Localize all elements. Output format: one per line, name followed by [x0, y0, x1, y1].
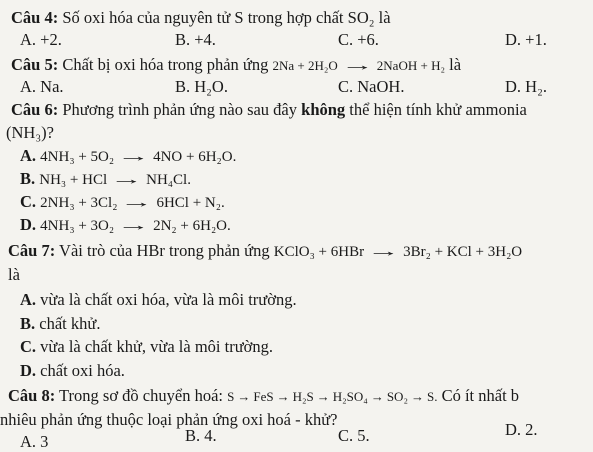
question-7 — [8, 241, 522, 262]
question-4-title: Câu 4: — [11, 8, 59, 27]
q7-option-a-text: vừa là chất oxi hóa, vừa là môi trường. — [40, 290, 297, 309]
q6-option-b-right: NH₄Cl. — [146, 172, 191, 188]
q8-option-b[interactable]: B. 4. — [185, 426, 217, 445]
q5-option-b[interactable]: B. H₂O. — [175, 77, 228, 96]
q7-equation-left: KClO₃ + 6HBr — [273, 244, 365, 260]
q7-option-c-label: C. — [20, 337, 37, 356]
arrow-right-icon: → — [370, 389, 384, 404]
question-4-text: Số oxi hóa của nguyên tử S trong hợp chất SO₂ là — [62, 8, 391, 27]
question-6-title: Câu 6: — [11, 100, 59, 119]
q6-option-b-left: NH₃ + HCl — [39, 172, 108, 188]
q7-option-a-label: A. — [20, 290, 37, 309]
q6-option-d-right: 2N₂ + 6H₂O. — [153, 218, 231, 234]
question-8 — [8, 386, 519, 407]
q8-chain-s1: S — [227, 389, 235, 404]
q6-option-a[interactable] — [20, 146, 236, 167]
q8-chain-fes: FeS — [253, 389, 274, 404]
question-6 — [11, 100, 527, 120]
q7-option-b-text: chất khử. — [39, 314, 101, 333]
q7-option-a[interactable] — [20, 290, 297, 310]
question-6-text-1: Phương trình phản ứng nào sau đây — [62, 100, 298, 119]
question-8-text: Trong sơ đồ chuyển hoá: — [59, 386, 223, 405]
q5-option-d[interactable]: D. H₂. — [505, 77, 547, 96]
question-7-text: Vài trò của HBr trong phản ứng — [59, 241, 270, 260]
reaction-arrow-icon: → — [340, 58, 374, 74]
q7-option-c[interactable] — [20, 337, 273, 357]
q6-option-c-label: C. — [20, 192, 37, 211]
question-8-tail: Có ít nhất b — [441, 386, 520, 405]
q6-option-d[interactable] — [20, 215, 231, 236]
q8-chain-so2: SO₂ — [386, 389, 408, 404]
q6-option-c-left: 2NH₃ + 3Cl₂ — [40, 195, 118, 211]
reaction-arrow-icon: → — [117, 218, 151, 234]
arrow-right-icon: → — [276, 389, 290, 404]
question-6-text-2: thể hiện tính khử ammonia — [349, 100, 527, 119]
question-8-line-2: nhiêu phản ứng thuộc loại phản ứng oxi hoá - khử? — [0, 410, 338, 429]
question-6-line-2: (NH₃)? — [6, 123, 54, 142]
q7-option-d-text: chất oxi hóa. — [40, 361, 125, 380]
q6-option-c[interactable] — [20, 192, 225, 213]
q6-option-d-left: 4NH₃ + 3O₂ — [40, 218, 115, 234]
question-5 — [11, 55, 461, 76]
question-8-title: Câu 8: — [8, 386, 56, 405]
q4-option-b[interactable]: B. +4. — [175, 30, 216, 49]
q7-option-b-label: B. — [20, 314, 36, 333]
question-7-title: Câu 7: — [8, 241, 56, 260]
q6-option-a-label: A. — [20, 146, 37, 165]
q5-option-c[interactable]: C. NaOH. — [338, 77, 405, 96]
reaction-arrow-icon: → — [120, 195, 154, 211]
q8-option-c[interactable]: C. 5. — [338, 426, 370, 445]
q6-option-d-label: D. — [20, 215, 37, 234]
q6-option-b-label: B. — [20, 169, 36, 188]
q4-option-d[interactable]: D. +1. — [505, 30, 547, 49]
reaction-arrow-icon: → — [117, 149, 151, 165]
question-5-tail: là — [449, 55, 462, 74]
reaction-arrow-icon: → — [110, 172, 144, 188]
arrow-right-icon: → — [316, 389, 330, 404]
q5-equation-right: 2NaOH + H₂ — [376, 58, 445, 73]
q8-option-a[interactable]: A. 3 — [20, 432, 49, 451]
question-5-title: Câu 5: — [11, 55, 59, 74]
question-4 — [11, 8, 391, 28]
q8-option-d[interactable]: D. 2. — [505, 420, 538, 439]
arrow-right-icon: → — [410, 389, 424, 404]
question-6-emphasis: không — [301, 100, 346, 119]
q6-option-b[interactable] — [20, 169, 191, 190]
q8-chain-h2s: H₂S — [292, 389, 314, 404]
q7-equation-right: 3Br₂ + KCl + 3H₂O — [403, 244, 523, 260]
q5-option-a[interactable]: A. Na. — [20, 77, 64, 96]
q8-chain-h2so4: H₂SO₄ — [332, 389, 368, 404]
question-5-text: Chất bị oxi hóa trong phản ứng — [62, 55, 269, 74]
q4-option-c[interactable]: C. +6. — [338, 30, 379, 49]
question-7-line-2: là — [8, 265, 20, 284]
q7-option-d-label: D. — [20, 361, 37, 380]
q7-option-d[interactable] — [20, 361, 125, 381]
q7-option-b[interactable] — [20, 314, 100, 334]
reaction-arrow-icon: → — [367, 244, 401, 260]
q6-option-a-right: 4NO + 6H₂O. — [153, 149, 237, 165]
q8-chain-s2: S. — [426, 389, 438, 404]
q6-option-a-left: 4NH₃ + 5O₂ — [40, 149, 115, 165]
q7-option-c-text: vừa là chất khử, vừa là môi trường. — [40, 337, 273, 356]
q4-option-a[interactable]: A. +2. — [20, 30, 62, 49]
q6-option-c-right: 6HCl + N₂. — [156, 195, 225, 211]
q5-equation-left: 2Na + 2H₂O — [272, 58, 338, 73]
arrow-right-icon: → — [237, 389, 251, 404]
